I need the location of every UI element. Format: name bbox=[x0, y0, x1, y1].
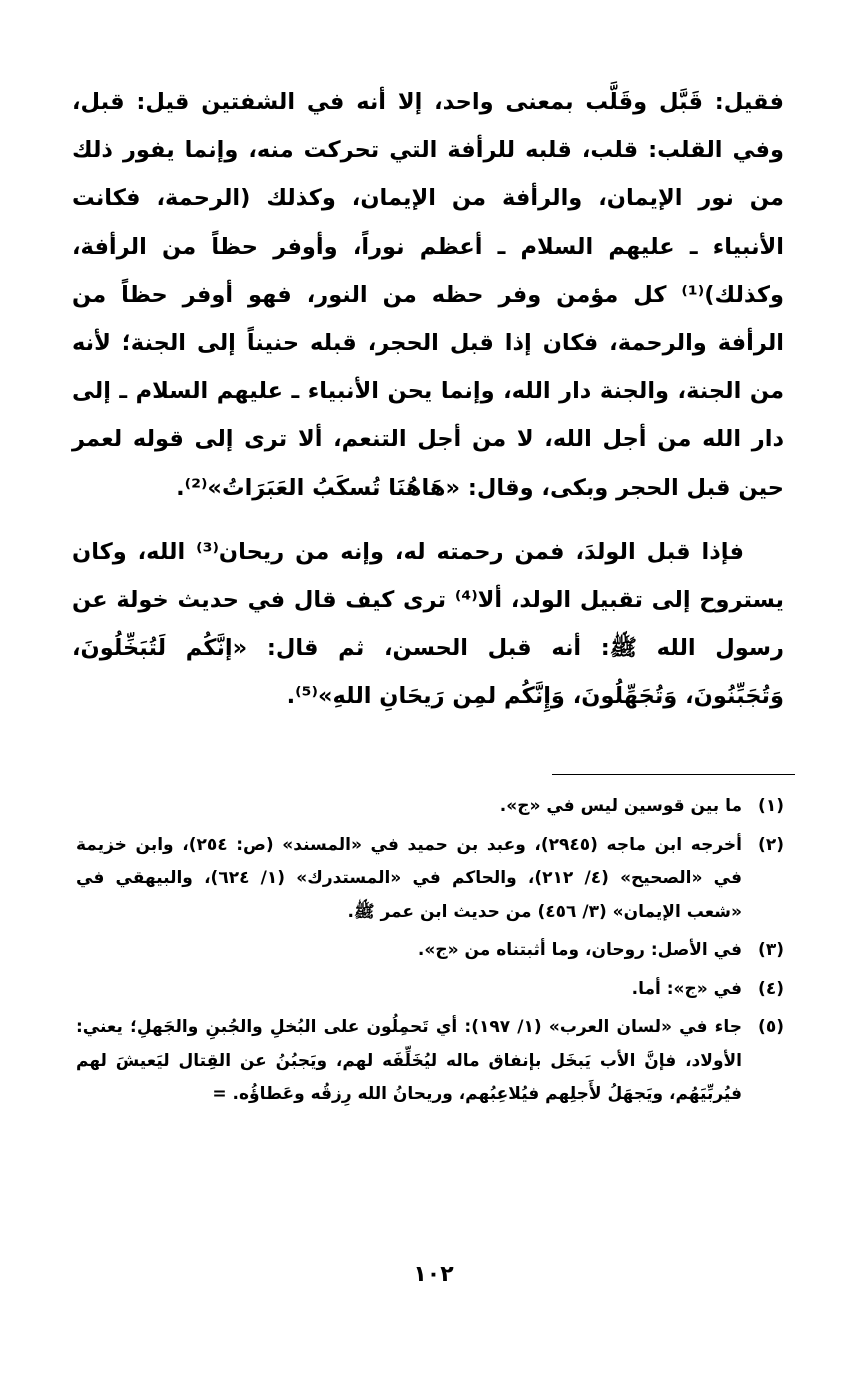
main-text bbox=[72, 78, 784, 721]
footnote-text: ما بين قوسين ليس في «ج». bbox=[499, 796, 742, 816]
footnote-number: (٥) bbox=[758, 1017, 784, 1037]
footnote-number: (٢) bbox=[758, 834, 784, 855]
footnotes bbox=[76, 790, 784, 1117]
footnote-number: (٣) bbox=[758, 940, 784, 960]
footnote-text: في الأصل: روحان، وما أثبتناه من «ج». bbox=[417, 940, 742, 960]
footnote bbox=[76, 973, 784, 1007]
paragraph-1: فقيل: قَبَّل وقَلَّب بمعنى واحد، إلا أنه في الشفتين قيل: قبل، وفي القلب: قلب، قلبه للرأفة التي تحركت منه، وإنما يفور ذلك من نور الإيمان، والرأفة من الإيمان، وكذلك (الرحمة، فكانت الأنبياء ـ عليهم السلام ـ أعظم نوراً، وأوفر حظاً من الرأفة، وكذلك)⁽¹⁾ كل مؤمن وفر حظه من النور، فهو أوفر حظاً من الرأفة والرحمة، فكان إذا قبل الحجر، قبله حنيناً إلى الجنة؛ لأنه من الجنة، والجنة دار الله، وإنما يحن الأنبياء ـ عليهم السلام ـ إلى دار الله من أجل الله، لا من أجل التنعم، ألا ترى إلى قوله لعمر حين قبل الحجر وبكى، وقال: «هَاهُنَا تُسكَبُ العَبَرَاتُ»⁽²⁾. bbox=[72, 89, 784, 501]
footnote-text: في «ج»: أما. bbox=[631, 978, 742, 999]
page-number: ١٠٢ bbox=[413, 1262, 454, 1287]
footnote bbox=[76, 1011, 784, 1112]
footnote bbox=[76, 829, 784, 930]
footnote bbox=[76, 790, 784, 824]
footnote-text: أخرجه ابن ماجه (٢٩٤٥)، وعبد بن حميد في «المسند» (ص: ٢٥٤)، وابن خزيمة في «الصحيح» (٤/ ٢١٢)، والحاكم في «المستدرك» (١/ ٦٢٤)، والبيهقي في «شعب الإيمان» (٣/ ٤٥٦) من حديث ابن عمر ﷺ. bbox=[76, 834, 742, 922]
footnote-number: (٤) bbox=[758, 978, 784, 999]
paragraph-2: فإذا قبل الولدَ، فمن رحمته له، وإنه من ريحان⁽³⁾ الله، وكان يستروح إلى تقبيل الولد، ألا⁽⁴⁾ ترى كيف قال في حديث خولة عن رسول الله ﷺ: أنه قبل الحسن، ثم قال: «إنَّكُم لَتُبَخِّلُونَ، وَتُجَبِّنُونَ، وَتُجَهِّلُونَ، وَإِنَّكُم لمِن رَيحَانِ اللهِ»⁽⁵⁾. bbox=[72, 538, 784, 710]
footnote-number: (١) bbox=[758, 796, 784, 816]
footnote-separator bbox=[552, 774, 795, 775]
footnote-text: جاء في «لسان العرب» (١/ ١٩٧): أي تَحمِلُون على البُخلِ والجُبنِ والجَهلِ؛ يعني: الأولاد، فإنَّ الأب يَبخَل بإنفاق ماله ليُخَلِّفَه لهم، ويَجبُنُ عن القِتال ليَعيشَ لهم فيُربِّيَهُم، ويَجهَلُ لأَجلِهم فيُلاعِبُهم، وريحانُ الله رِزقُه وعَطاؤُه. = bbox=[76, 1017, 742, 1104]
footnote bbox=[76, 934, 784, 968]
